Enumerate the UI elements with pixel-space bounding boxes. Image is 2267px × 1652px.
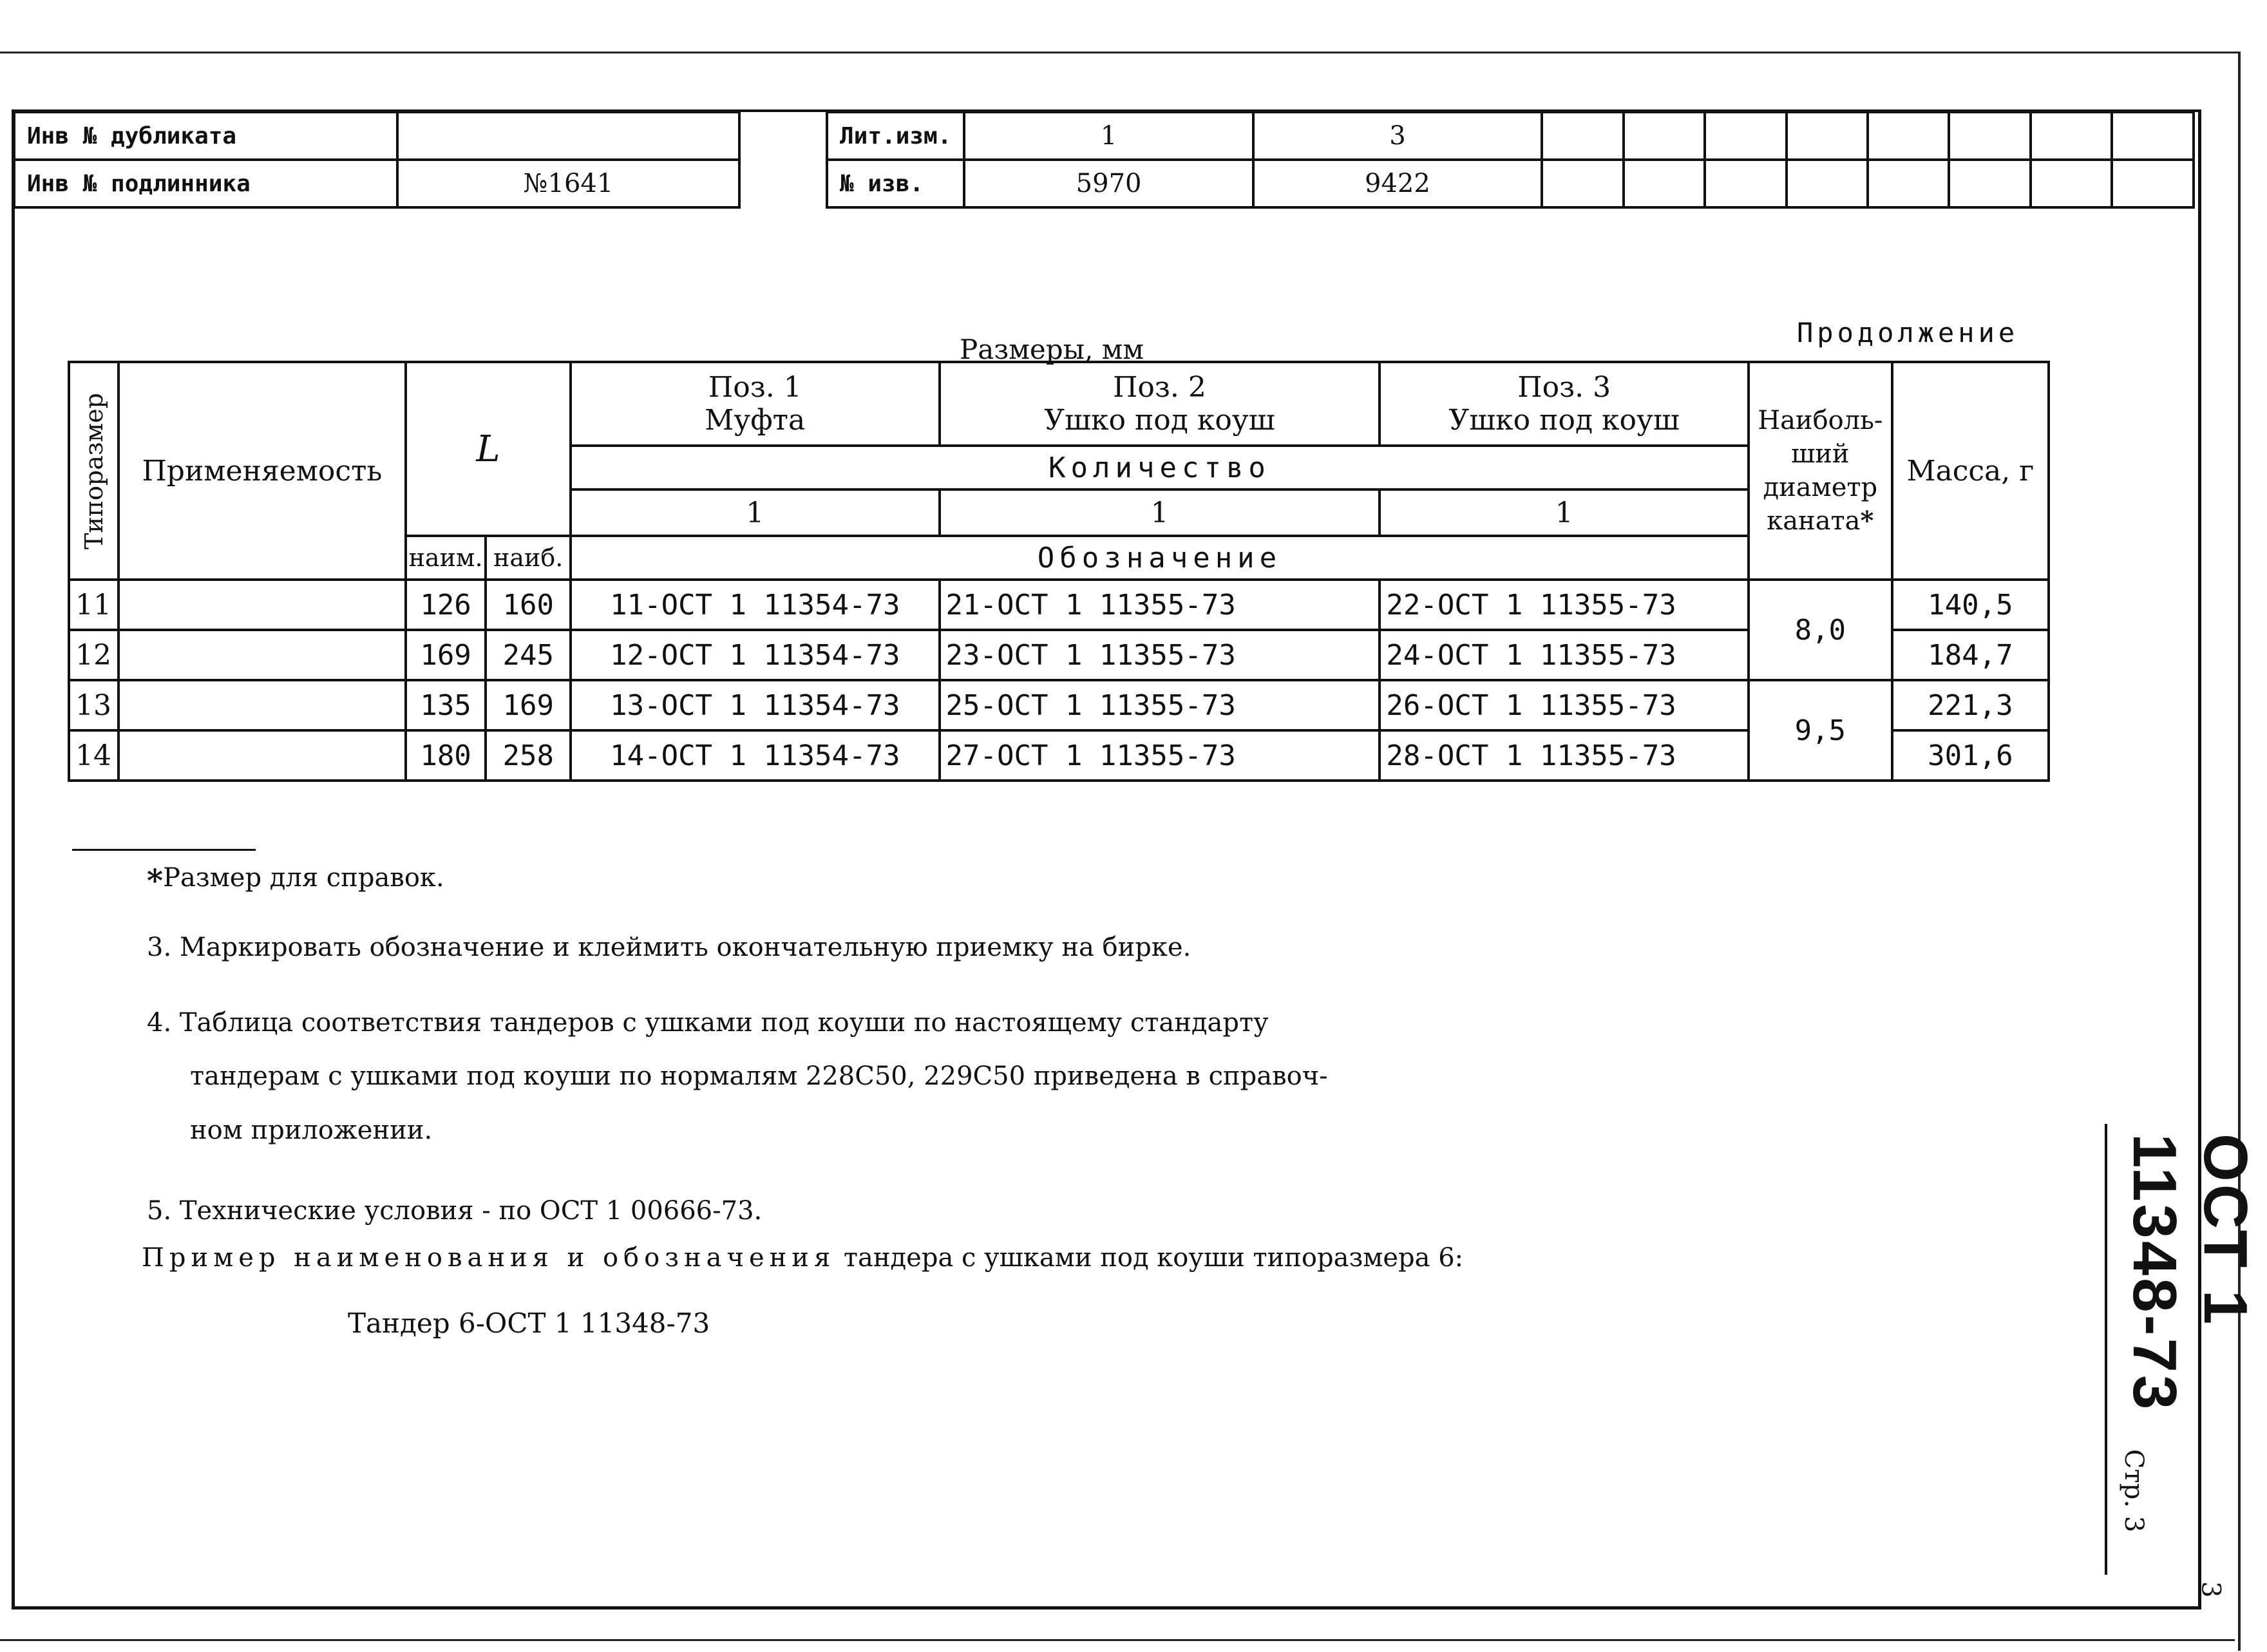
corner-number: 3 (2196, 1581, 2226, 1598)
lit-cell: 3 (1253, 112, 1542, 160)
page-number-label: Стр. 3 (2119, 1449, 2148, 1533)
asterisk-icon: * (1860, 506, 1874, 536)
row-mass: 184,7 (1892, 630, 2049, 680)
row-size: 14 (69, 730, 119, 781)
izv-label: № изв. (827, 160, 964, 207)
row-pos3: 24-ОСТ 1 11355-73 (1380, 630, 1748, 680)
bottom-line (0, 1639, 2235, 1641)
note-5: 5. Технические условия - по ОСТ 1 00666-73. (147, 1196, 763, 1226)
inv-duplicate-label: Инв № дубликата (14, 112, 397, 160)
lit-label: Лит.изм. (827, 112, 964, 160)
row-lmax: 160 (486, 580, 571, 630)
dims-caption: Размеры, мм (960, 334, 1144, 365)
row-pos2: 27-ОСТ 1 11355-73 (940, 730, 1380, 781)
lit-cell (1624, 112, 1705, 160)
izv-cell (2031, 160, 2112, 207)
qty-pos2: 1 (940, 489, 1380, 536)
row-lmin: 169 (406, 630, 486, 680)
note-4-line3: ном приложении. (190, 1116, 433, 1145)
example-value: Тандер 6-ОСТ 1 11348-73 (348, 1307, 710, 1339)
footnote: *Размер для справок. (147, 863, 444, 899)
row-mass: 221,3 (1892, 680, 2049, 730)
note-3: 3. Маркировать обозначение и клеймить окончательную приемку на бирке. (147, 933, 1191, 962)
lit-cell (1542, 112, 1623, 160)
sizes-table (68, 361, 2050, 782)
row-use (119, 680, 406, 730)
row-mass: 301,6 (1892, 730, 2049, 781)
row-lmax: 169 (486, 680, 571, 730)
side-rule (2105, 1124, 2107, 1575)
lit-cell (2112, 112, 2194, 160)
izv-cell (1787, 160, 1868, 207)
row-use (119, 730, 406, 781)
izv-cell (1949, 160, 2030, 207)
row-pos1: 13-ОСТ 1 11354-73 (571, 680, 939, 730)
row-lmax: 258 (486, 730, 571, 781)
header-primenyaemost: Применяемость (119, 362, 406, 580)
header-naib: наиб. (486, 536, 571, 580)
row-mass: 140,5 (1892, 580, 2049, 630)
example-heading: Пример наименования и обозначения тандера с ушками под коуши типоразмера 6: (142, 1243, 1464, 1273)
lit-cell (2031, 112, 2112, 160)
row-use (119, 580, 406, 630)
row-use (119, 630, 406, 680)
row-pos3: 28-ОСТ 1 11355-73 (1380, 730, 1748, 781)
lit-cell (1868, 112, 1949, 160)
revision-table (826, 111, 2195, 209)
header-pos1 (571, 362, 939, 446)
header-pos3 (1380, 362, 1748, 446)
izv-cell (1624, 160, 1705, 207)
inv-original-label: Инв № подлинника (14, 160, 397, 207)
lit-cell (1787, 112, 1868, 160)
row-lmax: 245 (486, 630, 571, 680)
header-oboznachenie: Обозначение (571, 536, 1749, 580)
row-pos1: 14-ОСТ 1 11354-73 (571, 730, 939, 781)
qty-pos1: 1 (571, 489, 939, 536)
qty-pos3: 1 (1380, 489, 1748, 536)
asterisk-icon: * (147, 863, 164, 899)
lit-cell (1705, 112, 1786, 160)
row-lmin: 180 (406, 730, 486, 781)
row-size: 12 (69, 630, 119, 680)
header-diameter: Наиболь-ший диаметр каната* (1749, 362, 1892, 580)
table-row (69, 580, 2049, 630)
pos3-name: Ушко под коуш (1448, 404, 1680, 437)
table-row (69, 680, 2049, 730)
izv-cell (1868, 160, 1949, 207)
izv-cell (1542, 160, 1623, 207)
note-4-line2: тандерам с ушками под коуши по нормалям 228С50, 229С50 приведена в справоч- (190, 1061, 1328, 1091)
izv-cell (1705, 160, 1786, 207)
inv-original-value: №1641 (397, 160, 739, 207)
header-L: L (406, 362, 571, 536)
row-size: 11 (69, 580, 119, 630)
header-kolichestvo: Количество (571, 446, 1749, 489)
header-naim: наим. (406, 536, 486, 580)
row-pos2: 25-ОСТ 1 11355-73 (940, 680, 1380, 730)
standard-designation: ОСТ 1 11348-73 (2120, 1134, 2260, 1412)
header-tiporazmer: Типоразмер (69, 362, 119, 580)
row-pos1: 12-ОСТ 1 11354-73 (571, 630, 939, 680)
izv-cell: 5970 (964, 160, 1253, 207)
row-lmin: 126 (406, 580, 486, 630)
row-pos2: 23-ОСТ 1 11355-73 (940, 630, 1380, 680)
row-size: 13 (69, 680, 119, 730)
continuation-label: Продолжение (1797, 317, 2019, 348)
row-pos1: 11-ОСТ 1 11354-73 (571, 580, 939, 630)
diameter-group-b: 9,5 (1749, 680, 1892, 781)
inv-duplicate-value (397, 112, 739, 160)
pos3-title: Поз. 3 (1517, 371, 1611, 404)
inventory-table (13, 111, 741, 209)
pos1-name: Муфта (705, 404, 806, 437)
row-pos3: 22-ОСТ 1 11355-73 (1380, 580, 1748, 630)
lit-cell: 1 (964, 112, 1253, 160)
header-mass: Масса, г (1892, 362, 2049, 580)
izv-cell: 9422 (1253, 160, 1542, 207)
pos1-title: Поз. 1 (708, 371, 802, 404)
row-pos2: 21-ОСТ 1 11355-73 (940, 580, 1380, 630)
pos2-name: Ушко под коуш (1044, 404, 1275, 437)
izv-cell (2112, 160, 2194, 207)
diameter-group-a: 8,0 (1749, 580, 1892, 680)
footnote-rule (72, 849, 256, 851)
row-lmin: 135 (406, 680, 486, 730)
pos2-title: Поз. 2 (1113, 371, 1206, 404)
note-4-line1: 4. Таблица соответствия тандеров с ушками под коуши по настоящему стандарту (147, 1008, 1269, 1038)
header-pos2 (940, 362, 1380, 446)
row-pos3: 26-ОСТ 1 11355-73 (1380, 680, 1748, 730)
lit-cell (1949, 112, 2030, 160)
